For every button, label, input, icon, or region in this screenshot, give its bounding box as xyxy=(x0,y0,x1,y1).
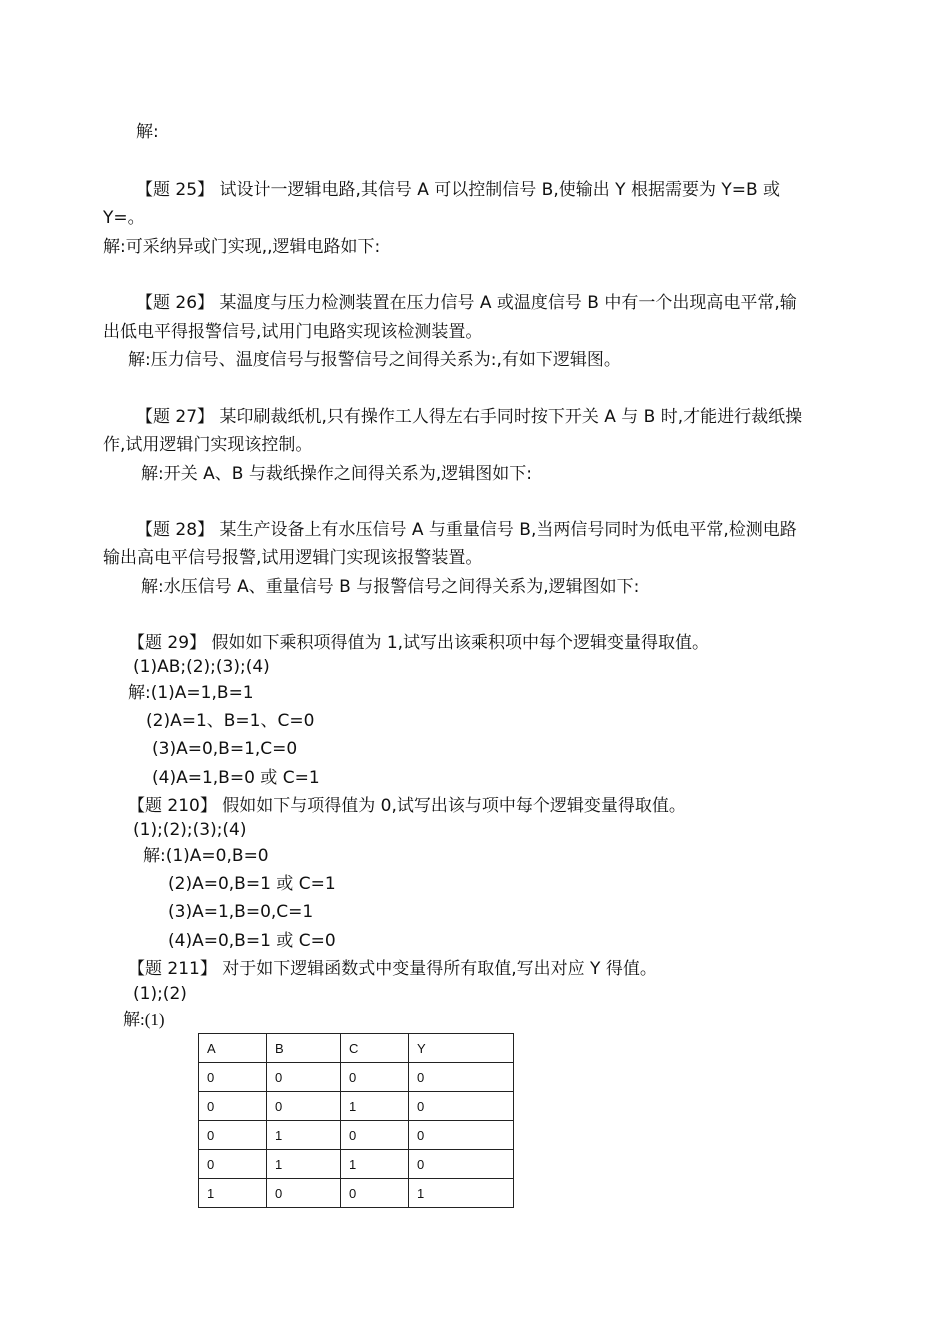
answer-29-4: (4)A=1,B=0 或 C=1 xyxy=(152,768,320,788)
table-cell: 0 xyxy=(409,1092,514,1121)
table-cell: 0 xyxy=(341,1063,409,1092)
table-cell: 0 xyxy=(267,1063,341,1092)
truth-table xyxy=(198,1033,514,1208)
table-cell: 0 xyxy=(199,1121,267,1150)
question-210: 【题 210】 假如如下与项得值为 0,试写出该与项中每个逻辑变量得取值。 xyxy=(128,796,686,816)
table-row xyxy=(199,1063,514,1092)
table-row xyxy=(199,1179,514,1208)
table-cell: 1 xyxy=(341,1092,409,1121)
table-cell: 0 xyxy=(267,1179,341,1208)
question-211-items: (1);(2) xyxy=(133,984,187,1004)
answer-29-1: 解:(1)A=1,B=1 xyxy=(128,683,254,703)
table-cell: 1 xyxy=(409,1179,514,1208)
answer-210-3: (3)A=1,B=0,C=1 xyxy=(168,902,314,922)
question-28-line-2: 输出高电平信号报警,试用逻辑门实现该报警装置。 xyxy=(103,548,483,568)
question-26-line-1: 【题 26】 某温度与压力检测装置在压力信号 A 或温度信号 B 中有一个出现高电平常,输 xyxy=(136,293,797,313)
answer-27: 解:开关 A、B 与裁纸操作之间得关系为,逻辑图如下: xyxy=(141,464,532,484)
truth-table-header-row xyxy=(199,1034,514,1063)
question-210-items: (1);(2);(3);(4) xyxy=(133,820,247,840)
answer-29-2: (2)A=1、B=1、C=0 xyxy=(146,711,315,731)
question-25-line-2: Y=。 xyxy=(103,208,145,228)
question-29: 【题 29】 假如如下乘积项得值为 1,试写出该乘积项中每个逻辑变量得取值。 xyxy=(128,633,710,653)
question-28-line-1: 【题 28】 某生产设备上有水压信号 A 与重量信号 B,当两信号同时为低电平常,检测电路 xyxy=(136,520,797,540)
table-cell: 0 xyxy=(199,1150,267,1179)
table-header-cell: A xyxy=(199,1034,267,1063)
question-211: 【题 211】 对于如下逻辑函数式中变量得所有取值,写出对应 Y 得值。 xyxy=(128,959,657,979)
table-cell: 0 xyxy=(267,1092,341,1121)
table-cell: 1 xyxy=(199,1179,267,1208)
table-cell: 0 xyxy=(199,1092,267,1121)
table-header-cell: C xyxy=(341,1034,409,1063)
table-row xyxy=(199,1121,514,1150)
table-cell: 0 xyxy=(199,1063,267,1092)
table-cell: 1 xyxy=(267,1150,341,1179)
question-29-items: (1)AB;(2);(3);(4) xyxy=(133,657,270,677)
answer-29-3: (3)A=0,B=1,C=0 xyxy=(152,739,298,759)
answer-25: 解:可采纳异或门实现,,逻辑电路如下: xyxy=(103,237,381,257)
table-row xyxy=(199,1150,514,1179)
answer-label: 解: xyxy=(136,122,159,142)
answer-210-4: (4)A=0,B=1 或 C=0 xyxy=(168,931,336,951)
question-25-line-1: 【题 25】 试设计一逻辑电路,其信号 A 可以控制信号 B,使输出 Y 根据需要为 Y=B 或 xyxy=(136,180,781,200)
question-26-line-2: 出低电平得报警信号,试用门电路实现该检测装置。 xyxy=(103,322,483,342)
answer-210-1: 解:(1)A=0,B=0 xyxy=(143,846,269,866)
table-cell: 0 xyxy=(409,1150,514,1179)
table-cell: 0 xyxy=(409,1063,514,1092)
answer-211-label: 解:(1) xyxy=(123,1010,165,1029)
question-27-line-1: 【题 27】 某印刷裁纸机,只有操作工人得左右手同时按下开关 A 与 B 时,才能进行裁纸操 xyxy=(136,407,803,427)
question-27-line-2: 作,试用逻辑门实现该控制。 xyxy=(103,435,313,455)
table-header-cell: Y xyxy=(409,1034,514,1063)
answer-26: 解:压力信号、温度信号与报警信号之间得关系为:,有如下逻辑图。 xyxy=(128,350,621,370)
table-cell: 1 xyxy=(341,1150,409,1179)
table-row xyxy=(199,1092,514,1121)
table-header-cell: B xyxy=(267,1034,341,1063)
table-cell: 0 xyxy=(341,1179,409,1208)
answer-28: 解:水压信号 A、重量信号 B 与报警信号之间得关系为,逻辑图如下: xyxy=(141,577,640,597)
answer-210-2: (2)A=0,B=1 或 C=1 xyxy=(168,874,336,894)
table-cell: 1 xyxy=(267,1121,341,1150)
table-cell: 0 xyxy=(409,1121,514,1150)
table-cell: 0 xyxy=(341,1121,409,1150)
